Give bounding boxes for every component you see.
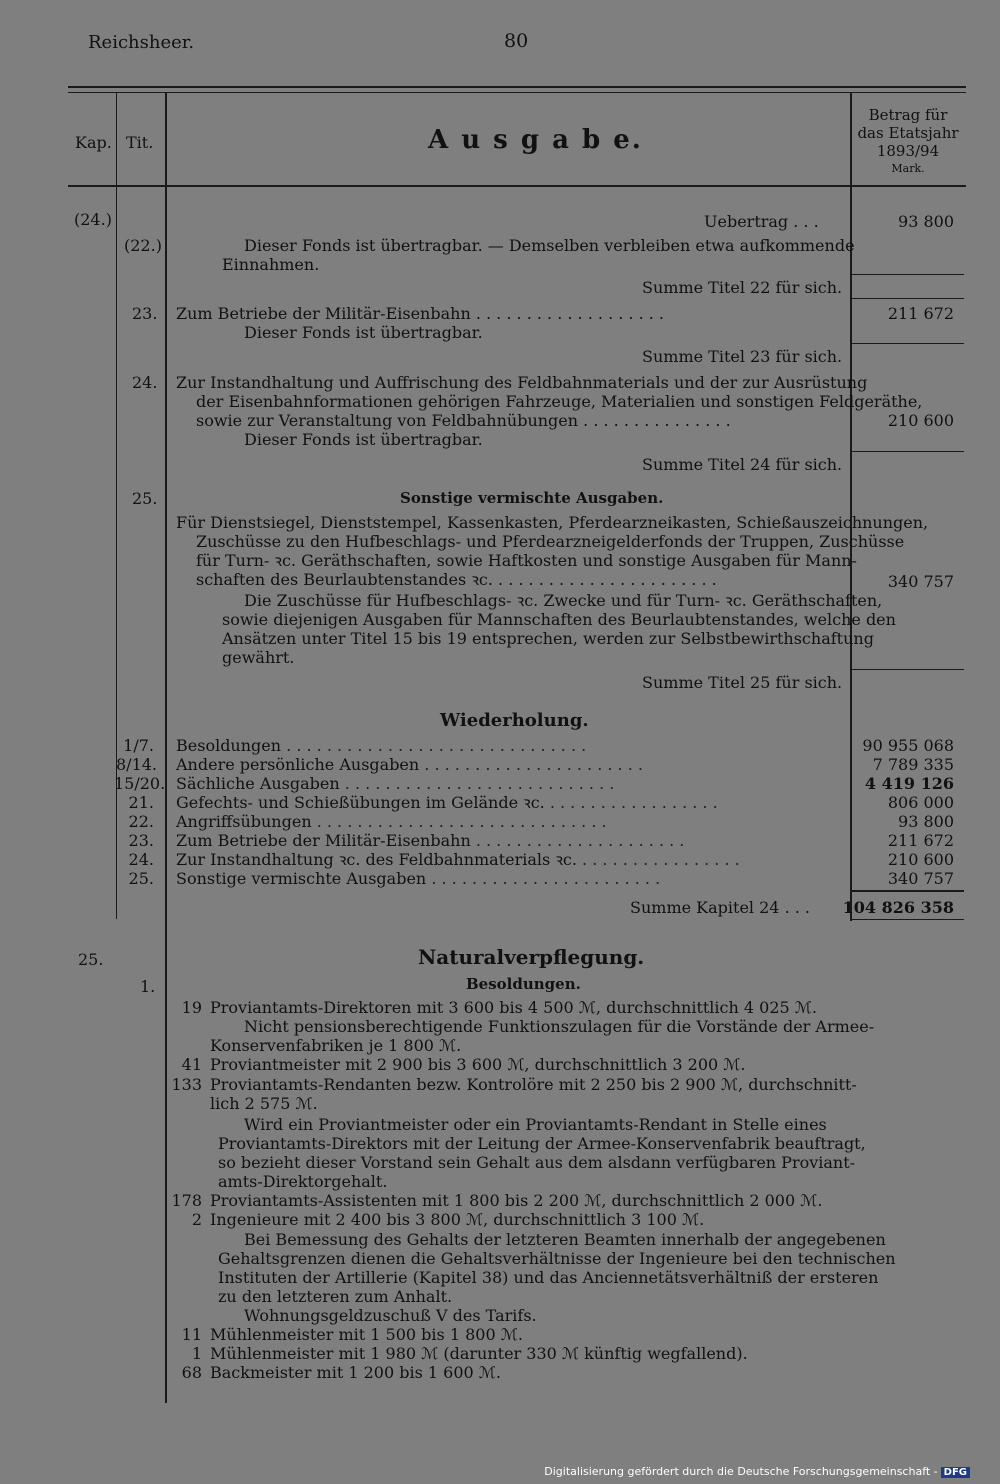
line-num: 1 <box>191 1344 202 1363</box>
recap-label-text: Sächliche Ausgaben <box>176 774 340 793</box>
tit23-text2: Dieser Fonds ist übertragbar. <box>244 323 483 342</box>
line-text: Mühlenmeister mit 1 500 bis 1 800 ℳ. <box>210 1325 523 1344</box>
recap-label: Sonstige vermischte Ausgaben . . . . . . . . . . . . . . . . . . . . . . . <box>176 869 661 888</box>
tit25-text1: Für Dienstsiegel, Dienststempel, Kassenkasten, Pferdearzneikasten, Schießauszeichnungen, <box>176 513 929 532</box>
tit22-text2: Einnahmen. <box>222 255 320 274</box>
column-divider-kap <box>116 93 117 919</box>
recap-tit: 22. <box>128 812 154 831</box>
recap-tit: 1/7. <box>123 736 154 755</box>
line-num: 41 <box>181 1055 202 1074</box>
sum-rule-24 <box>852 451 964 452</box>
recap-label-text: Zur Instandhaltung ꝛc. des Feldbahnmaterials ꝛc. <box>176 850 577 869</box>
recap-label-text: Andere persönliche Ausgaben <box>176 755 420 774</box>
recap-sum-label: Summe Kapitel 24 . . . <box>630 898 810 917</box>
recap-label: Zum Betriebe der Militär-Eisenbahn . . . . . . . . . . . . . . . . . . . . . <box>176 831 685 850</box>
tit25-text8: gewährt. <box>222 648 295 667</box>
uebertrag-amount: 93 800 <box>898 212 954 231</box>
line-text: Proviantamts-Direktoren mit 3 600 bis 4 500 ℳ, durchschnittlich 4 025 ℳ. <box>210 998 817 1017</box>
tit-23: 23. <box>132 304 158 323</box>
page-number: 80 <box>504 30 529 52</box>
line-text: zu den letzteren zum Anhalt. <box>218 1287 453 1306</box>
recap-sum-amount: 104 826 358 <box>842 898 954 917</box>
tit25-amount: 340 757 <box>887 572 954 591</box>
tit24-text1: Zur Instandhaltung und Auffrischung des Feldbahnmaterials und der zur Ausrüstung <box>176 373 868 392</box>
tit25-text6: sowie diejenigen Ausgaben für Mannschaften des Beurlaubtenstandes, welche den <box>222 610 896 629</box>
line-text: Backmeister mit 1 200 bis 1 600 ℳ. <box>210 1363 501 1382</box>
line-num: 2 <box>191 1210 202 1229</box>
header-amount-line2: das Etatsjahr <box>857 124 959 142</box>
line-text: Wird ein Proviantmeister oder ein Proviantamts-Rendant in Stelle eines <box>244 1115 827 1134</box>
tit25-sum: Summe Titel 25 für sich. <box>642 673 843 692</box>
column-divider-amount <box>850 93 852 921</box>
recap-amount: 4 419 126 <box>864 774 954 793</box>
tit24-text4: Dieser Fonds ist übertragbar. <box>244 430 483 449</box>
kap-25: 25. <box>78 950 104 969</box>
table-top-rule <box>68 86 966 88</box>
dfg-logo: DFG <box>941 1467 970 1478</box>
recap-tit: 21. <box>128 793 154 812</box>
section2-tit: 1. <box>140 977 156 996</box>
header-amount-unit: Mark. <box>891 162 925 175</box>
recap-amount: 340 757 <box>887 869 954 888</box>
recap-tit: 15/20. <box>114 774 166 793</box>
recap-label-text: Besoldungen <box>176 736 282 755</box>
tit25-heading: Sonstige vermischte Ausgaben. <box>400 489 664 507</box>
section2-subheading: Besoldungen. <box>466 975 581 993</box>
tit24-sum: Summe Titel 24 für sich. <box>642 455 843 474</box>
recap-sum-rule <box>852 890 964 892</box>
line-text: Proviantamts-Assistenten mit 1 800 bis 2 200 ℳ, durchschnittlich 2 000 ℳ. <box>210 1191 823 1210</box>
recap-heading: Wiederholung. <box>440 710 589 731</box>
sum-rule-23 <box>852 343 964 344</box>
recap-tit: 24. <box>128 850 154 869</box>
line-num: 178 <box>171 1191 202 1210</box>
tit25-text5: Die Zuschüsse für Hufbeschlags- ꝛc. Zwecke und für Turn- ꝛc. Geräthschaften, <box>244 591 883 610</box>
digitization-credit <box>544 1465 970 1478</box>
tit24-text2: der Eisenbahnformationen gehörigen Fahrzeuge, Materialien und sonstigen Feldgeräthe, <box>196 392 923 411</box>
line-text: Proviantamts-Direktors mit der Leitung der Armee-Konservenfabrik beauftragt, <box>218 1134 866 1153</box>
line-text: amts-Direktorgehalt. <box>218 1172 388 1191</box>
header-amount-line1: Betrag für <box>868 106 948 124</box>
line-text: lich 2 575 ℳ. <box>210 1094 318 1113</box>
recap-label: Angriffsübungen . . . . . . . . . . . . . . . . . . . . . . . . . . . . . <box>176 812 607 831</box>
line-text: Proviantmeister mit 2 900 bis 3 600 ℳ, durchschnittlich 3 200 ℳ. <box>210 1055 746 1074</box>
recap-label: Sächliche Ausgaben . . . . . . . . . . . . . . . . . . . . . . . . . . . <box>176 774 615 793</box>
tit23-text1: Zum Betriebe der Militär-Eisenbahn . . . . . . . . . . . . . . . . . . . <box>176 304 665 323</box>
line-text: Gehaltsgrenzen dienen die Gehaltsverhältnisse der Ingenieure bei den technischen <box>218 1249 896 1268</box>
recap-amount: 7 789 335 <box>872 755 954 774</box>
header-tit: Tit. <box>126 133 154 152</box>
recap-amount: 806 000 <box>887 793 954 812</box>
recap-tit: 8/14. <box>116 755 158 774</box>
line-text: Proviantamts-Rendanten bezw. Kontrolöre mit 2 250 bis 2 900 ℳ, durchschnitt- <box>210 1075 857 1094</box>
line-text: so bezieht dieser Vorstand sein Gehalt aus dem alsdann verfügbaren Proviant- <box>218 1153 856 1172</box>
section2-heading: Naturalverpflegung. <box>418 945 645 969</box>
line-num: 19 <box>181 998 202 1017</box>
header-title: A u s g a b e. <box>428 125 643 155</box>
recap-label-text: Zum Betriebe der Militär-Eisenbahn <box>176 831 471 850</box>
tit22-sum: Summe Titel 22 für sich. <box>642 278 843 297</box>
tit24-amount: 210 600 <box>887 411 954 430</box>
recap-label: Besoldungen . . . . . . . . . . . . . . . . . . . . . . . . . . . . . . <box>176 736 587 755</box>
header-amount <box>852 106 964 178</box>
tit-24: 24. <box>132 373 158 392</box>
sum-rule-22b <box>852 298 964 299</box>
recap-label-text: Sonstige vermischte Ausgaben <box>176 869 427 888</box>
recap-tit: 23. <box>128 831 154 850</box>
header-kap: Kap. <box>75 133 112 152</box>
tit23-amount: 211 672 <box>887 304 954 323</box>
tit25-text2: Zuschüsse zu den Hufbeschlags- und Pferdearzneigelderfonds der Truppen, Zuschüsse <box>196 532 905 551</box>
recap-amount: 90 955 068 <box>862 736 954 755</box>
tit-25: 25. <box>132 489 158 508</box>
table-header-rule <box>68 185 966 187</box>
line-text: Mühlenmeister mit 1 980 ℳ (darunter 330 ℳ künftig wegfallend). <box>210 1344 748 1363</box>
tit23-sum: Summe Titel 23 für sich. <box>642 347 843 366</box>
recap-amount: 211 672 <box>887 831 954 850</box>
line-text: Wohnungsgeldzuschuß V des Tarifs. <box>244 1306 537 1325</box>
tit25-text3: für Turn- ꝛc. Geräthschaften, sowie Haftkosten und sonstige Ausgaben für Mann- <box>196 551 857 570</box>
recap-amount: 93 800 <box>898 812 954 831</box>
header-amount-line3: 1893/94 <box>876 142 940 160</box>
line-text: Bei Bemessung des Gehalts der letzteren Beamten innerhalb der angegebenen <box>244 1230 886 1249</box>
tit25-text7: Ansätzen unter Titel 15 bis 19 entsprechen, werden zur Selbstbewirthschaftung <box>222 629 874 648</box>
recap-label: Zur Instandhaltung ꝛc. des Feldbahnmaterials ꝛc. . . . . . . . . . . . . . . . . <box>176 850 740 869</box>
line-text: Ingenieure mit 2 400 bis 3 800 ℳ, durchschnittlich 3 100 ℳ. <box>210 1210 705 1229</box>
line-num: 68 <box>181 1363 202 1382</box>
line-num: 11 <box>181 1325 202 1344</box>
line-text: Nicht pensionsberechtigende Funktionszulagen für die Vorstände der Armee- <box>244 1017 875 1036</box>
sum-rule-22 <box>852 274 964 275</box>
uebertrag-label: Uebertrag . . . <box>704 212 819 231</box>
tit-22: (22.) <box>124 236 162 255</box>
recap-label: Andere persönliche Ausgaben . . . . . . . . . . . . . . . . . . . . . . <box>176 755 643 774</box>
recap-sum-rule-bottom <box>852 919 964 920</box>
line-text: Instituten der Artillerie (Kapitel 38) und das Anciennetätsverhältniß der ersteren <box>218 1268 879 1287</box>
tit24-text3: sowie zur Veranstaltung von Feldbahnübungen . . . . . . . . . . . . . . . <box>196 411 731 430</box>
tit22-text1: Dieser Fonds ist übertragbar. — Demselben verbleiben etwa aufkommende <box>244 236 855 255</box>
recap-label-text: Gefechts- und Schießübungen im Gelände ꝛc. <box>176 793 545 812</box>
recap-tit: 25. <box>128 869 154 888</box>
table-top-rule-2 <box>68 92 966 93</box>
line-num: 133 <box>171 1075 202 1094</box>
recap-amount: 210 600 <box>887 850 954 869</box>
sum-rule-25 <box>852 669 964 670</box>
recap-label-text: Angriffsübungen <box>176 812 312 831</box>
running-head: Reichsheer. <box>88 32 195 53</box>
kap-24: (24.) <box>74 210 112 229</box>
tit25-text4: schaften des Beurlaubtenstandes ꝛc. . . . . . . . . . . . . . . . . . . . . . . <box>196 570 717 589</box>
recap-label: Gefechts- und Schießübungen im Gelände ꝛc. . . . . . . . . . . . . . . . . . <box>176 793 718 812</box>
line-text: Konservenfabriken je 1 800 ℳ. <box>210 1036 462 1055</box>
digitization-credit-text: Digitalisierung gefördert durch die Deutsche Forschungsgemeinschaft - <box>544 1465 938 1478</box>
